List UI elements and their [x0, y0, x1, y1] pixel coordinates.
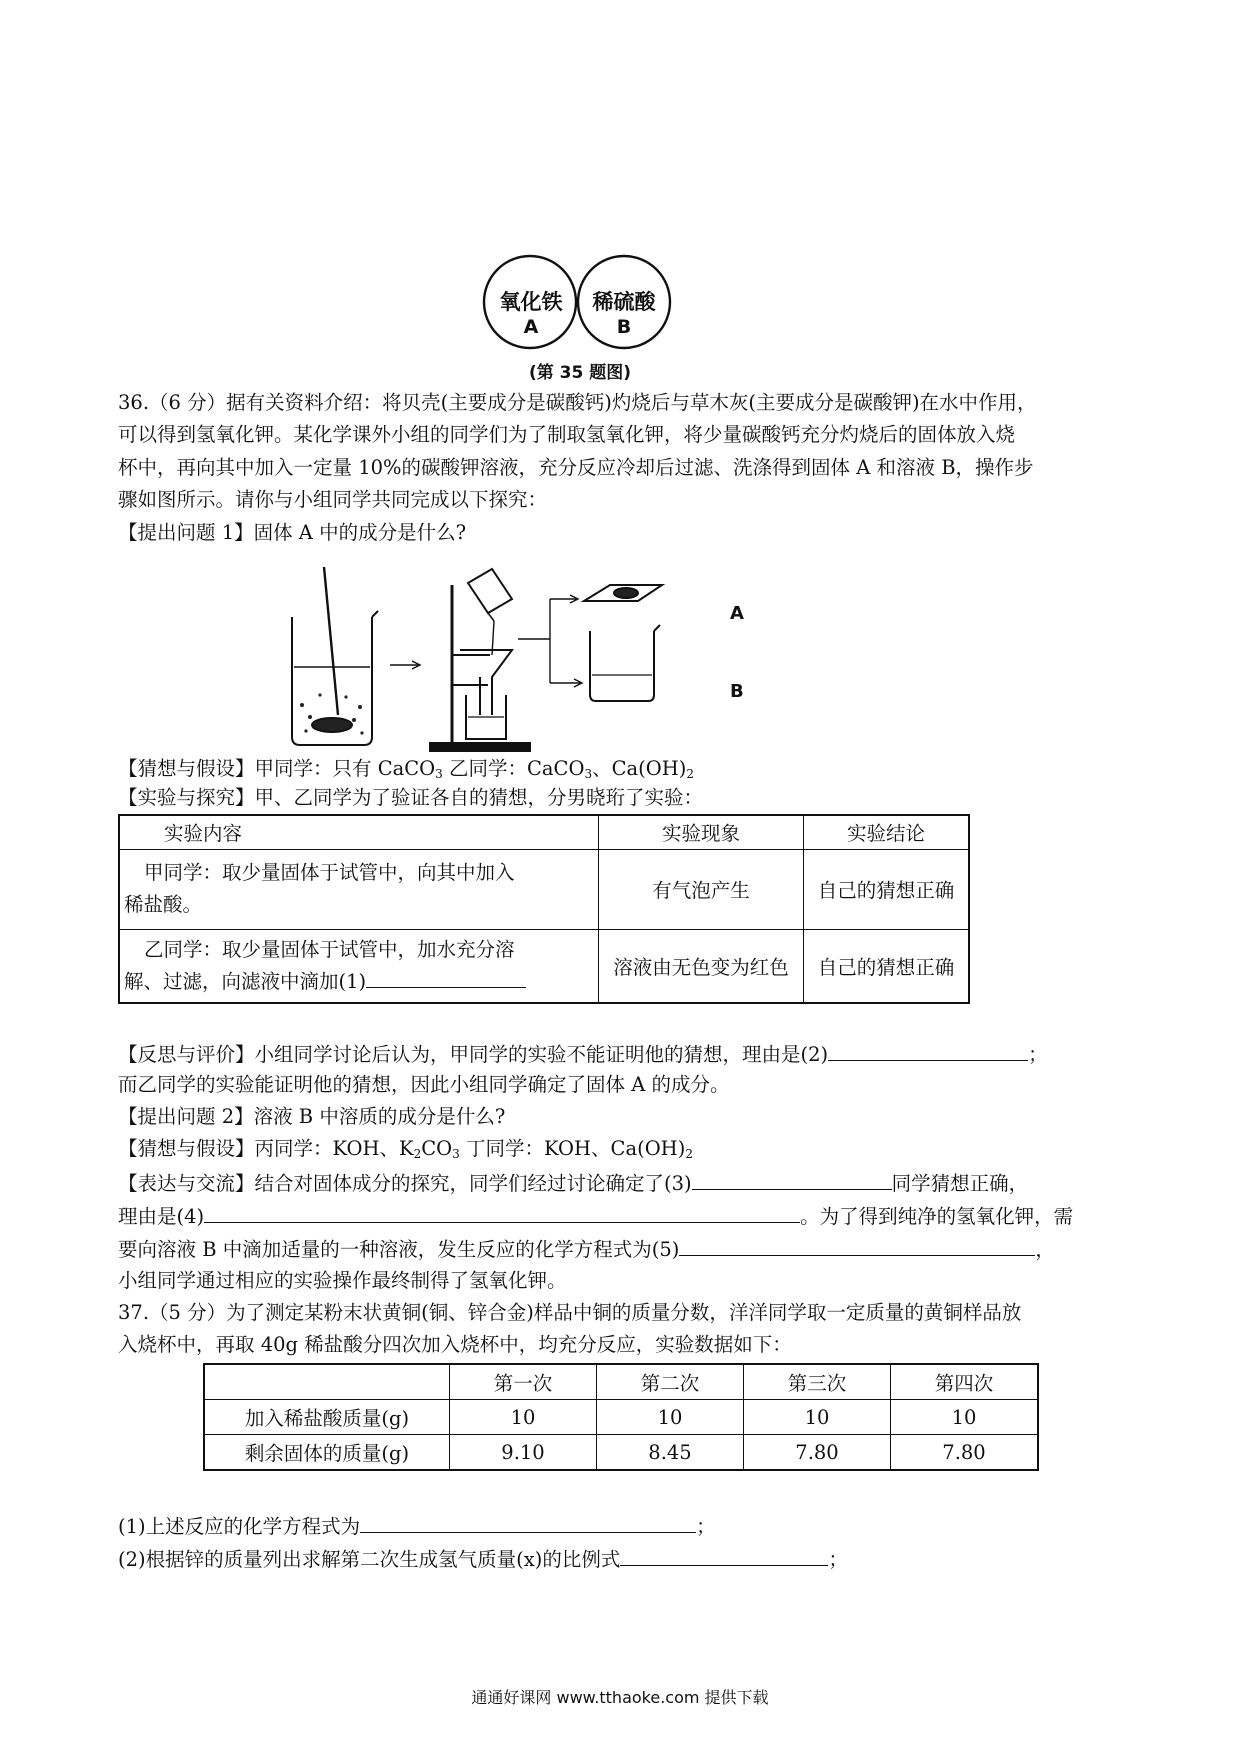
table-cell: 有气泡产生 [599, 849, 804, 929]
sub-question-1: (1)上述反应的化学方程式为 ； [118, 1512, 716, 1540]
table-cell: 7.80 [891, 1435, 1039, 1471]
answer-blank-5[interactable] [679, 1235, 1035, 1256]
table-row [119, 849, 969, 929]
circle-b-letter: B [616, 316, 632, 338]
figure-35-caption: (第 35 题图) [528, 363, 632, 383]
figure-35 [480, 252, 680, 362]
table-row [204, 1400, 1038, 1435]
q36-paragraph-line-4: 骤如图所示。请你与小组同学共同完成以下探究： [118, 488, 548, 511]
table-cell: 10 [450, 1400, 597, 1435]
question-2: 【提出问题 2】溶液 B 中溶质的成分是什么? [118, 1105, 506, 1128]
table-cell: 甲同学：取少量固体于试管中，向其中加入 稀盐酸。 [119, 849, 599, 929]
q36-question-1: 【提出问题 1】固体 A 中的成分是什么? [118, 521, 467, 544]
q36-paragraph-line-1: 36.（6 分）据有关资料介绍：将贝壳(主要成分是碳酸钙)灼烧后与草木灰(主要成分是碳酸钾)在水中作用， [118, 391, 1037, 414]
equation-line: 要向溶液 B 中滴加适量的一种溶液，发生反应的化学方程式为(5) ， [118, 1235, 1055, 1263]
q36-paragraph-line-3: 杯中，再向其中加入一定量 10%的碳酸钾溶液，充分反应冷却后过滤、洗涤得到固体 A 和溶液 B，操作步 [118, 456, 1034, 479]
row-label: 剩余固体的质量(g) [204, 1435, 450, 1471]
footer-text: 通通好课网 www.tthaoke.com 提供下载 [471, 1688, 769, 1707]
table-cell: 10 [744, 1400, 891, 1435]
figure-label-a: A [730, 603, 744, 624]
table-row [119, 815, 969, 849]
answer-blank-7[interactable] [620, 1545, 828, 1566]
table-cell: 自己的猜想正确 [804, 929, 970, 1003]
sub-question-2: (2)根据锌的质量列出求解第二次生成氢气质量(x)的比例式 ； [118, 1545, 848, 1573]
table-cell: 10 [597, 1400, 744, 1435]
express-line: 【表达与交流】结合对固体成分的探究，同学们经过讨论确定了(3) 同学猜想正确， [118, 1169, 1028, 1197]
q37-paragraph-line-2: 入烧杯中，再取 40g 稀盐酸分四次加入烧杯中，均充分反应，实验数据如下： [118, 1333, 792, 1356]
filtration-apparatus-drawing [280, 555, 800, 755]
table-cell: 7.80 [744, 1435, 891, 1471]
table-header-cell: 第一次 [450, 1364, 597, 1400]
reflection-line: 【反思与评价】小组同学讨论后认为，甲同学的实验不能证明他的猜想，理由是(2) ； [118, 1040, 1048, 1068]
final-line: 小组同学通过相应的实验操作最终制得了氢氧化钾。 [118, 1269, 567, 1292]
table-cell: 溶液由无色变为红色 [599, 929, 804, 1003]
reason-line: 理由是(4) 。为了得到纯净的氢氧化钾，需 [118, 1202, 1073, 1230]
answer-blank-4[interactable] [204, 1202, 800, 1223]
table-cell: 10 [891, 1400, 1039, 1435]
table-header-cell [204, 1364, 450, 1400]
table-cell: 自己的猜想正确 [804, 849, 970, 929]
q36-paragraph-line-2: 可以得到氢氧化钾。某化学课外小组的同学们为了制取氢氧化钾，将少量碳酸钙充分灼烧后的固体放入烧 [118, 423, 1016, 446]
answer-blank-2[interactable] [828, 1040, 1028, 1061]
reflection-line-2: 而乙同学的实验能证明他的猜想，因此小组同学确定了固体 A 的成分。 [118, 1073, 730, 1096]
hypothesis-2: 【猜想与假设】丙同学：KOH、$K_2CO_3$ 丁同学：KOH、$Ca(OH)_2$ [118, 1137, 693, 1161]
row-label: 加入稀盐酸质量(g) [204, 1400, 450, 1435]
circle-a-letter: A [523, 316, 539, 338]
table-cell: 8.45 [597, 1435, 744, 1471]
table-cell: 乙同学：取少量固体于试管中，加水充分溶 解、过滤，向滤液中滴加(1) [119, 929, 599, 1003]
figure-label-b: B [730, 681, 744, 702]
hypothesis-1: 【猜想与假设】甲同学：只有 CaCO$_3$ 乙同学：CaCO$_3$、$Ca(OH)_2$ [118, 757, 694, 781]
table-header-cell: 第二次 [597, 1364, 744, 1400]
table-cell: 9.10 [450, 1435, 597, 1471]
data-table [203, 1363, 1039, 1471]
experiment-table [118, 814, 970, 1004]
table-row [204, 1435, 1038, 1471]
experiment-intro: 【实验与探究】甲、乙同学为了验证各自的猜想，分男晓珩了实验： [118, 786, 704, 809]
table-row [204, 1364, 1038, 1400]
table-header-cell: 实验现象 [599, 815, 804, 849]
answer-blank-1[interactable] [366, 967, 526, 988]
q37-paragraph-line-1: 37.（5 分）为了测定某粉末状黄铜(铜、锌合金)样品中铜的质量分数，洋洋同学取一定质量的黄铜样品放 [118, 1301, 1022, 1324]
table-header-cell: 第三次 [744, 1364, 891, 1400]
table-header-cell: 实验结论 [804, 815, 970, 849]
answer-blank-6[interactable] [360, 1512, 696, 1533]
table-row [119, 929, 969, 1003]
circle-b-label: 稀硫酸 [592, 290, 656, 314]
circle-a-label: 氧化铁 [499, 290, 563, 314]
table-header-cell: 实验内容 [119, 815, 599, 849]
answer-blank-3[interactable] [692, 1169, 892, 1190]
table-header-cell: 第四次 [891, 1364, 1039, 1400]
apparatus-figure [280, 555, 800, 755]
